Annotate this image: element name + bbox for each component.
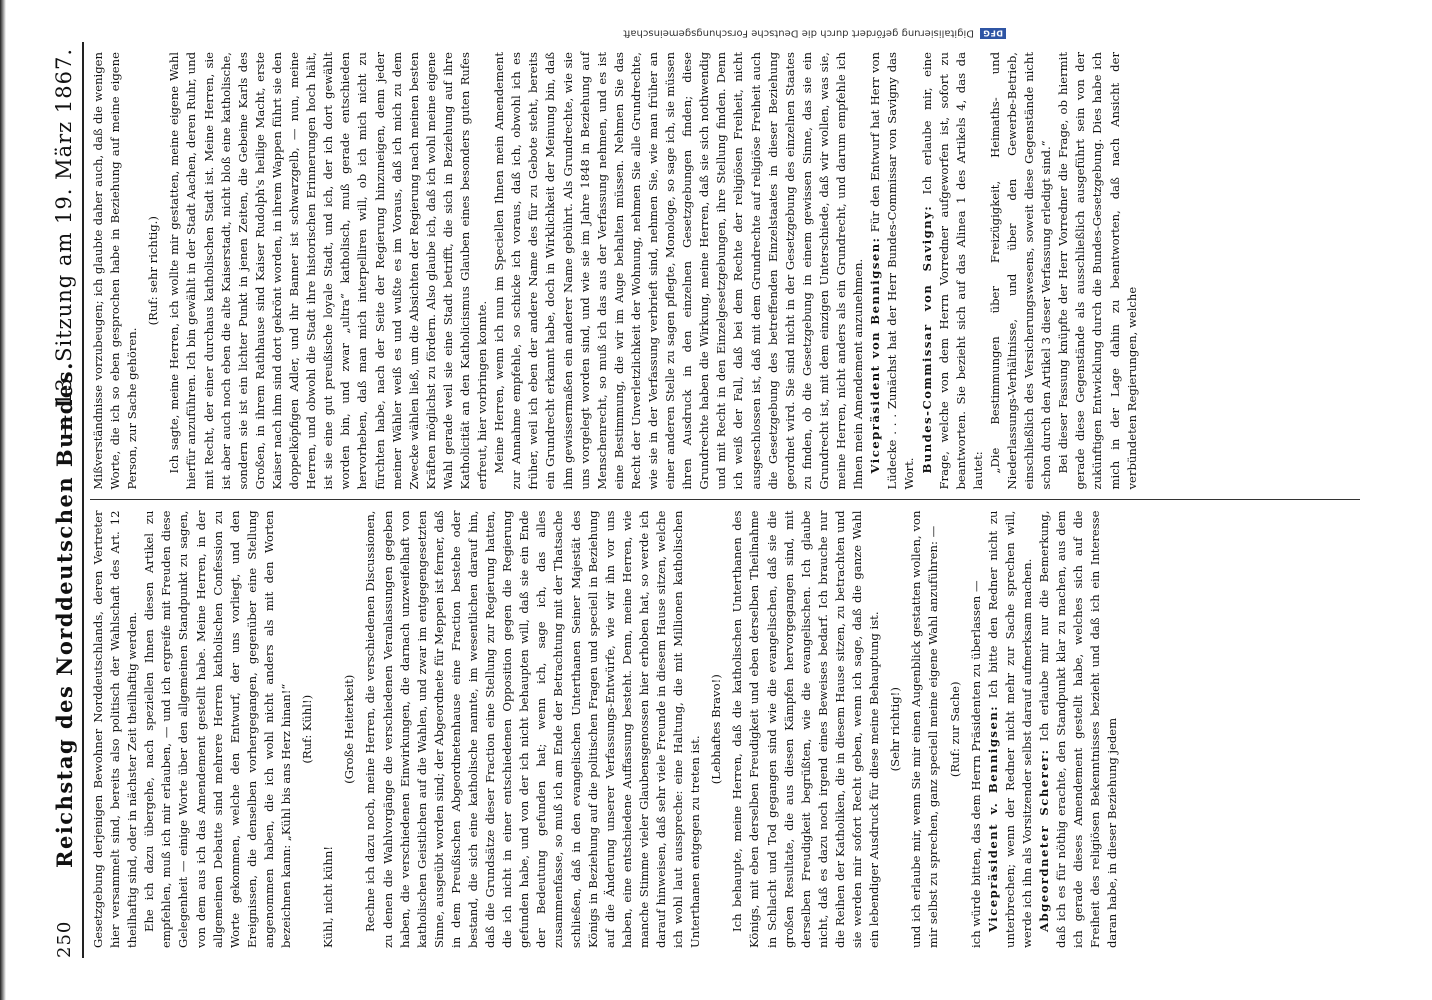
- text-paragraph: „Die Bestimmungen über Freizügigkeit, Heimaths- und Niederlassungs-Verhältnisse, und über den Gewerbe-Betrieb, einschließlich des Versicherungswesens, soweit diese Gegenstände nicht schon durch den Artikel 3 dieser Verfassung erledigt sind.“: [987, 52, 1054, 490]
- text-paragraph: Rechne ich dazu noch, meine Herren, die verschiedenen Discussionen, zu denen die Wahlvorgänge die verschiedenen Veranlassungen gegeben haben, die verschiedenen Einwirkungen, die darnach unzweifelhaft von katholischen Geistlichen auf die Wahlen, und zwar im entgegengesetzten Sinne, ausgeübt worden sind; der Abgeordnete für Meppen ist ferner, daß in dem Preußischen Abgeordnetenhause eine Fraction bestehe oder bestand, die sich eine katholische nannte, im wesentlichen darauf hin, daß die Grundsätze dieser Fraction eine Stellung zur Regierung hatten, die ich nicht in einer entschiedenen Opposition gegen die Regierung gefunden habe, und von der ich nicht behaupten will, daß sie ein Ende der Bedeutung gefunden hat; wenn ich, sage ich, das alles zusammenfasse, so muß ich am Ende der Betrachtung mit der Thatsache schließen, daß in den evangelischen Unterthanen Seiner Majestät des Königs in Beziehung auf die politischen Fragen und speciell in Beziehung auf die Änderung unserer Verfassungs-Entwürfe, wie wir ihn vor uns haben, eine entschiedene Auffassung besteht. Denn, meine Herren, wie manche Stimme vieler Glaubensgenossen hier erhoben hat, so werde ich darauf hinweisen, daß sehr viele Freunde in diesem Hause sitzen, welche ich wohl laut ausspreche: eine Haltung, die mit Millionen katholischen Unterthanen entgegen zu treten ist.: [363, 510, 703, 948]
- digitization-credit: [26, 24, 1006, 42]
- text-paragraph: Bei dieser Fassung knüpfte der Herr Vorredner die Frage, ob hiermit gerade diese Gegenstände als ausschließlich ausgeführt sein von der zukünftigen Entwicklung durch die Bundes-Gesetzgebung. Dies habe ich mich in der Lage dahin zu beantworten, daß nach Ansicht der verbündeten Regierungen, welche: [1056, 52, 1139, 490]
- stage-direction: (Ruf: Kühl!): [300, 694, 315, 764]
- text-paragraph: Ich behaupte, meine Herren, daß die katholischen Unterthanen des Königs, mit eben derselben Freudigkeit und eben derselben Theilnahme in Schlacht und Tod gegangen sind wie die evangelischen, daß sie die großen Resultate, die aus diesen Kämpfen hervorgegangen sind, mit derselben Freudigkeit begrüßten, wie die evangelischen. Ich glaube nicht, daß es dazu noch irgend eines Beweises bedarf. Ich brauche nur die Reihen der Katholiken, die in diesem Hause sitzen, zu betrachten und sie werden mir sofort Recht geben, wenn ich sage, daß die ganze Wahl ein lebendiger Ausdruck für diese meine Behauptung ist.: [730, 510, 882, 948]
- speaker-name: Bundes-Commissar von Savigny:: [919, 204, 934, 474]
- speech-paragraph: [867, 52, 918, 490]
- stage-direction: (Sehr richtig!): [888, 687, 903, 772]
- page-header: [50, 42, 84, 958]
- speech-paragraph: [1036, 511, 1121, 949]
- speaker-name: Abgeordneter Scherer:: [1036, 748, 1051, 932]
- page-number: 250: [54, 920, 75, 958]
- text-paragraph: Mißverständnisse vorzubeugen; ich glaubte daher auch, daß die wenigen Worte, die ich so eben gesprochen habe in Beziehung auf meine eigene Person, zur Sache gehören.: [91, 52, 140, 490]
- stage-direction: (Große Heiterkeit): [342, 674, 357, 784]
- speech-text: Ich erlaube mir, eine Frage, welche von dem Herrn Vorredner aufgeworfen ist, sofort zu beantworten. Sie bezieht sich auf das Alinea 1 des Artikels 4, das da lautet:: [919, 52, 985, 490]
- left-column: [90, 501, 1360, 959]
- text-paragraph: Gesetzgebung derjenigen Bewohner Norddeutschlands, deren Vertreter hier versammelt sind, bereits also politisch der Wahlschaft des Art. 12 theilhaftig sind, oder in nächster Zeit theilhaftig werden.: [91, 510, 140, 948]
- scan-edge-shadow: [0, 0, 6, 1000]
- dfg-logo: DFG: [980, 28, 1006, 39]
- stage-direction: (Lebhaftes Bravo!): [709, 674, 724, 785]
- text-paragraph: Ich sagte, meine Herren, ich wollte mir gestatten, meine eigene Wahl hierfür anzuführen. Ich bin gewählt in der Stadt Aachen, deren Ruhr, und mit Recht, der einer durchaus katholischen Stadt ist. Meine Herren, sie ist aber auch noch eben die alte Kaiserstadt, nicht bloß eine katholische, sondern sie ist ein lichter Punkt in jenen Zeiten, die Gebeine Karls des Großen, in ihrem Rathhause sind Kaiser Rudolph's heilige Macht, erste Kaiser nach ihm sind dort gekrönt worden, in ihrem Wappen führt sie den doppelköpfigen Adler, und ihr Banner ist schwarzgelb, — nun, meine Herren, und obwohl die Stadt ihre historischen Erinnerungen hoch hält, ist sie eine gut preußische loyale Stadt, und ich, der ich dort gewählt worden bin, und zwar „ultra“ katholisch, muß gerade entschieden hervorheben, daß man mich interpelliren will, ob ich mich nicht zu fürchten habe, nach der Seite der Regierung hinzuneigen, denn jeder meiner Wähler weiß es und wußte es im Voraus, daß ich mich zu dem Zwecke wählen ließ, um die Absichten der Regierung nach meinen besten Kräften möglichst zu fördern. Also glaube ich, daß ich wohl meine eigene Wahl gerade weil sie eine Stadt betrifft, die sich in Beziehung auf ihre Katholicität an den Katholicismus Glauben eines besonders guten Rufes erfreut, hier vorbringen konnte.: [167, 52, 490, 490]
- stage-direction: (Ruf: zur Sache): [947, 681, 962, 778]
- text-paragraph: Kühl, nicht kühn!: [321, 846, 336, 948]
- column-divider: [90, 500, 1360, 501]
- speaker-name: Vicepräsident von Bennigsen:: [868, 236, 883, 474]
- stage-direction: (Ruf: sehr richtig.): [146, 216, 161, 326]
- text-paragraph: Meine Herren, wenn ich nun im Speciellen Ihnen mein Amendement zur Annahme empfehle, so schicke ich voraus, daß ich, obwohl ich es früher, weil ich eben der andere Name des für zu Gebote steht, bereits ein Grundrecht erkannt habe, doch in Wirklichkeit der Meinung bin, daß ihm gewissermaßen ein anderer Name gebührt. Als Grundrechte, wie sie uns vorgelegt worden sind, und wie sie im Jahre 1848 in Beziehung auf Menschenrecht, so muß ich das aus der Verfassung nehmen, und es ist eine Bestimmung, die wir im Auge behalten müssen. Nehmen Sie das Recht der Unverletzlichkeit der Wohnung, nehmen Sie alle Grundrechte, wie sie in der Verfassung verbrieft sind, nehmen Sie, wie man früher an einer anderen Stelle zu sagen pflegte, Monologe, so sage ich, sie müssen ihren Ausdruck in den einzelnen Gesetzgebungen finden; diese Grundrechte haben die Wirkung, meine Herren, daß sie sich nothwendig und mit Recht in den Einzelgesetzgebungen, ihre Stellung finden. Denn ich weiß der Fall, daß bei dem Rechte der religiösen Freiheit, nicht ausgeschlossen ist, daß mit dem Grundrechte auf religiöse Freiheit auch die Gesetzgebung des betreffenden Einzelstaates in dieser Beziehung geordnet wird. Sie sind nicht in der Gesetzgebung des einzelnen Staates zu finden, ob die Gesetzgebung in einem gewissen Sinne, das sie ein Grundrecht ist, mit dem einzigen Unterschiede, daß wir wollen, was sie, meine Herren, nicht anders als ein Grundrecht, und darum empfehle ich Ihnen mein Amendement anzunehmen.: [492, 52, 866, 490]
- text-paragraph: ich würde bitten, das dem Herrn Präsidenten zu überlassen —: [968, 580, 983, 948]
- text-paragraph: und ich erlaube mir, wenn Sie mir einen Augenblick gestatten wollen, von mir selbst zu sprechen, ganz speciell meine eigene Wahl anzuführen: —: [909, 510, 941, 948]
- running-title: Reichstag des Norddeutschen Bundes.: [52, 361, 77, 868]
- speaker-name: Vicepräsident v. Bennigsen:: [985, 704, 1000, 932]
- right-column: [90, 42, 1360, 500]
- speech-text: Ich bitte den Redner nicht zu unterbrechen; wenn der Redner nicht mehr zur Sache sprechen will, werde ich ihn als Vorsitzender selbst darauf aufmerksam machen.: [985, 510, 1034, 948]
- document-page: [16, 20, 1416, 980]
- text-paragraph: Ehe ich dazu übergehe, nach speziellen Ihnen diesen Artikel zu empfehlen, muß ich mir erlauben, — und ich ergreife mit Freuden diese Gelegenheit — einige Worte über den allgemeinen Standpunkt zu sagen, von dem aus ich das Amendement gestellt habe. Meine Herren, in der allgemeinen Debatte sind mehrere Herren katholischen Confession zu Worte gekommen, welche den Entwurf, der uns vorliegt, und den Ereignissen, die denselben vorhergegangen, gegenüber eine Stellung angenommen haben, die ich wohl nicht anders als mit den Worten bezeichnen kann: „Kühl bis ans Herz hinan!“: [142, 510, 294, 948]
- speech-paragraph: [985, 511, 1036, 949]
- speech-paragraph: [919, 52, 987, 490]
- speech-text: Ich erlaube mir nur die Bemerkung, daß ich es für nöthig erachte, den Standpunkt klar zu machen, aus dem ich gerade dieses Amendement gestellt habe, welches sich auf die Freiheit des religiösen Bekenntnisses bezieht und daß ich ein Interesse daran habe, in dieser Beziehung jedem: [1036, 510, 1120, 948]
- credit-text: Digitalisierung gefördert durch die Deutsche Forschungsgemeinschaft: [622, 27, 974, 39]
- session-title: — 13. Sitzung am 19. März 1867.: [52, 48, 76, 436]
- speech-text: Für den Entwurf hat Herr von Lüdecke . . . Zunächst hat der Herr Bundes-Commissar von Savigny das Wort.: [868, 52, 917, 490]
- text-columns: [90, 42, 1360, 958]
